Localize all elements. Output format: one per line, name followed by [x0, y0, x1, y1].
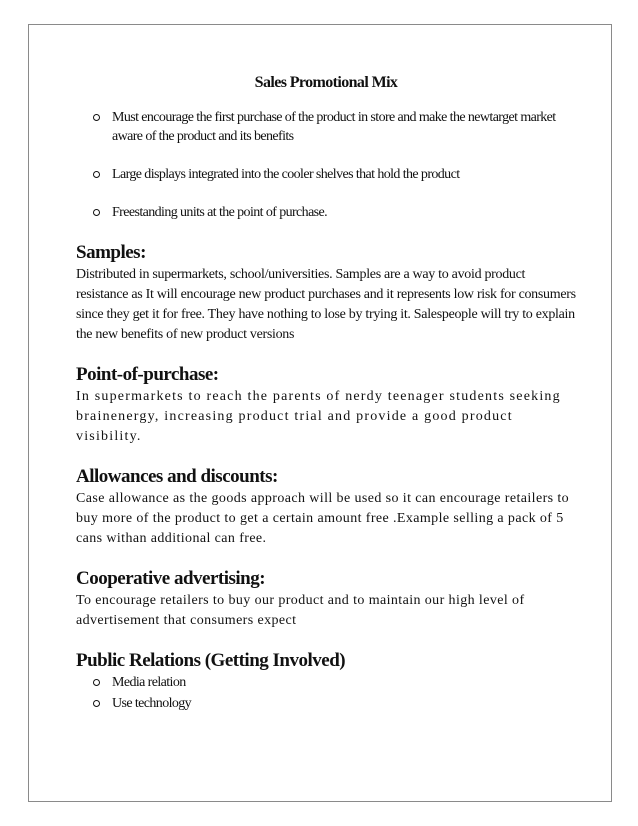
- bullet-icon: [93, 171, 100, 178]
- list-item: Large displays integrated into the cooler shelves that hold the product: [112, 165, 576, 184]
- section-body-point-of-purchase: In supermarkets to reach the parents of nerdy teenager students seeking brainenergy, increasing product trial and provide a good product visibility.: [76, 389, 561, 444]
- bullet-icon: [93, 700, 100, 707]
- section-heading-samples: Samples:: [76, 242, 146, 263]
- bullet-icon: [93, 679, 100, 686]
- section-body-samples: Distributed in supermarkets, school/universities. Samples are a way to avoid product resistance as It will encourage new product purchases and it represents low risk for consumers since they get it for free. They have nothing to lose by trying it. Salespeople will try to explain the new benefits of new product versions: [76, 267, 576, 342]
- section-heading-cooperative-advertising: Cooperative advertising:: [76, 568, 266, 589]
- list-item: Freestanding units at the point of purchase.: [112, 203, 576, 222]
- section-heading-public-relations: Public Relations (Getting Involved): [76, 650, 346, 671]
- list-item: Must encourage the first purchase of the product in store and make the newtarget market aware of the product and its benefits: [112, 108, 576, 146]
- intro-bullet-list: [76, 108, 576, 222]
- document-content: [76, 74, 576, 715]
- page-title: Sales Promotional Mix: [254, 74, 398, 91]
- section-body-allowances: Case allowance as the goods approach will be used so it can encourage retailers to buy more of the product to get a certain amount free .Example selling a pack of 5 cans withan additional can free.: [76, 491, 570, 546]
- bullet-icon: [93, 114, 100, 121]
- public-relations-bullet-list: [76, 673, 576, 713]
- section-heading-point-of-purchase: Point-of-purchase:: [76, 364, 219, 385]
- section-body-cooperative-advertising: To encourage retailers to buy our product and to maintain our high level of advertisement that consumers expect: [76, 593, 525, 628]
- bullet-icon: [93, 209, 100, 216]
- list-item: Media relation: [112, 673, 576, 692]
- list-item: Use technology: [112, 694, 576, 713]
- section-heading-allowances: Allowances and discounts:: [76, 466, 278, 487]
